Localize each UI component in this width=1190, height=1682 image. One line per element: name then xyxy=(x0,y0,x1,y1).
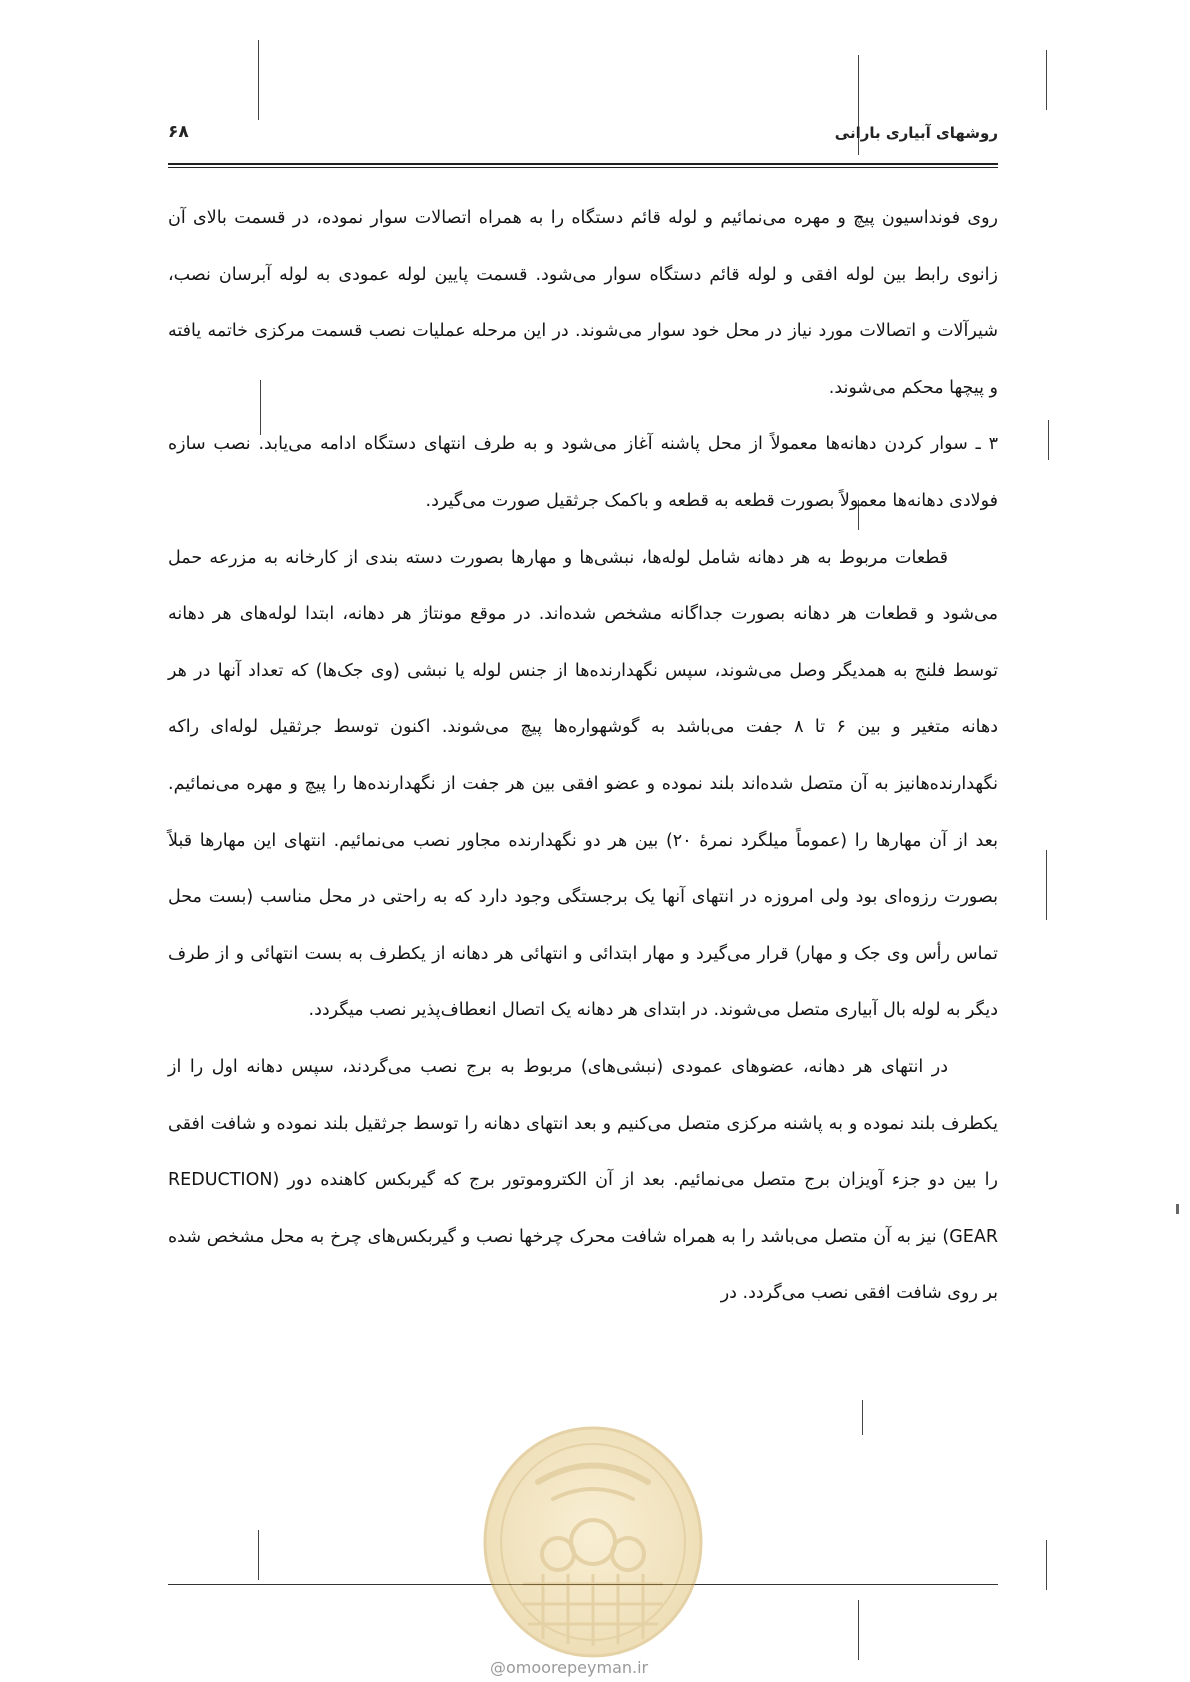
page-number: ۶۸ xyxy=(168,122,189,142)
paragraph: ۳ ـ سوار کردن دهانه‌ها معمولاً از محل پاشنه آغاز می‌شود و به طرف انتهای دستگاه ادامه می‌یابد. نصب سازه فولادی دهانه‌ها معمولاً بصورت قطعه به قطعه و باکمک جرثقیل صورت می‌گیرد. xyxy=(168,434,998,511)
paragraph: در انتهای هر دهانه، عضوهای عمودی (نبشی‌های) مربوط به برج نصب می‌گردند، سپس دهانه اول را از یکطرف بلند نموده و به پاشنه مرکزی متصل می‌کنیم و بعد انتهای دهانه را توسط جرثقیل بلند نموده و شافت افقی را بین دو جزء آویزان برج متصل می‌نمائیم. بعد از آن الکتروموتور برج که گیربکس کاهنده دور (REDUCTION GEAR) نیز به آن متصل می‌باشد را به همراه شافت محرک چرخها نصب و گیربکس‌های چرخ به محل مشخص شده بر روی شافت افقی نصب می‌گردد. در xyxy=(168,1056,998,1304)
scan-artifact-line xyxy=(258,1530,259,1580)
edge-mark xyxy=(1176,1204,1179,1214)
paragraph: قطعات مربوط به هر دهانه شامل لوله‌ها، نبشی‌ها و مهارها بصورت دسته بندی از کارخانه به مزرعه حمل می‌شود و قطعات هر دهانه بصورت جداگانه مشخص شده‌اند. در موقع مونتاژ هر دهانه، ابتدا لوله‌های هر دهانه توسط فلنج به همدیگر وصل می‌شوند، سپس نگهدارنده‌ها از جنس لوله یا نبشی (وی جک‌ها) که تعداد آنها در هر دهانه متغیر و بین ۶ تا ۸ جفت می‌باشد به گوشهواره‌ها پیچ می‌شوند. اکنون توسط جرثقیل لوله‌ای راکه نگهدارنده‌هانیز به آن متصل شده‌اند بلند نموده و عضو افقی بین هر جفت از نگهدارنده‌ها را پیچ و مهره می‌نمائیم. بعد از آن مهارها را (عموماً میلگرد نمرهٔ ۲۰) بین هر دو نگهدارنده مجاور نصب می‌نمائیم. انتهای این مهارها قبلاً بصورت رزوه‌ای بود ولی امروزه در انتهای آنها یک برجستگی وجود دارد که به راحتی در محل مناسب (بست محل تماس رأس وی جک و مهار) قرار می‌گیرد و مهار ابتدائی و انتهائی هر دهانه از یکطرف به بست انتهائی و از طرف دیگر به لوله بال آبیاری متصل می‌شوند. در ابتدای هر دهانه یک اتصال انعطاف‌پذیر نصب میگردد. xyxy=(168,547,998,1021)
body-text xyxy=(168,190,998,1322)
scan-artifact-line xyxy=(1046,850,1047,920)
scan-artifact-line xyxy=(862,1400,863,1435)
scan-artifact-line xyxy=(258,40,259,120)
chapter-title: روشهای آبیاری بارانی xyxy=(834,124,998,142)
paragraph: روی فونداسیون پیچ و مهره می‌نمائیم و لوله قائم دستگاه را به همراه اتصالات سوار نموده، در قسمت بالای آن زانوی رابط بین لوله افقی و لوله قائم دستگاه سوار می‌شود. قسمت پایین لوله عمودی به لوله آبرسان نصب، شیرآلات و اتصالات مورد نیاز در محل خود سوار می‌شوند. در این مرحله عملیات نصب قسمت مرکزی خاتمه یافته و پیچها محکم می‌شوند. xyxy=(168,208,998,398)
header-rule xyxy=(168,163,998,168)
scan-artifact-line xyxy=(1046,1540,1047,1590)
scan-artifact-line xyxy=(1048,420,1049,460)
watermark-url: @omoorepeyman.ir xyxy=(490,1658,649,1677)
scan-artifact-line xyxy=(1046,50,1047,110)
running-header xyxy=(168,122,998,152)
watermark-stamp-icon xyxy=(478,1424,708,1660)
scan-artifact-line xyxy=(858,1600,859,1660)
